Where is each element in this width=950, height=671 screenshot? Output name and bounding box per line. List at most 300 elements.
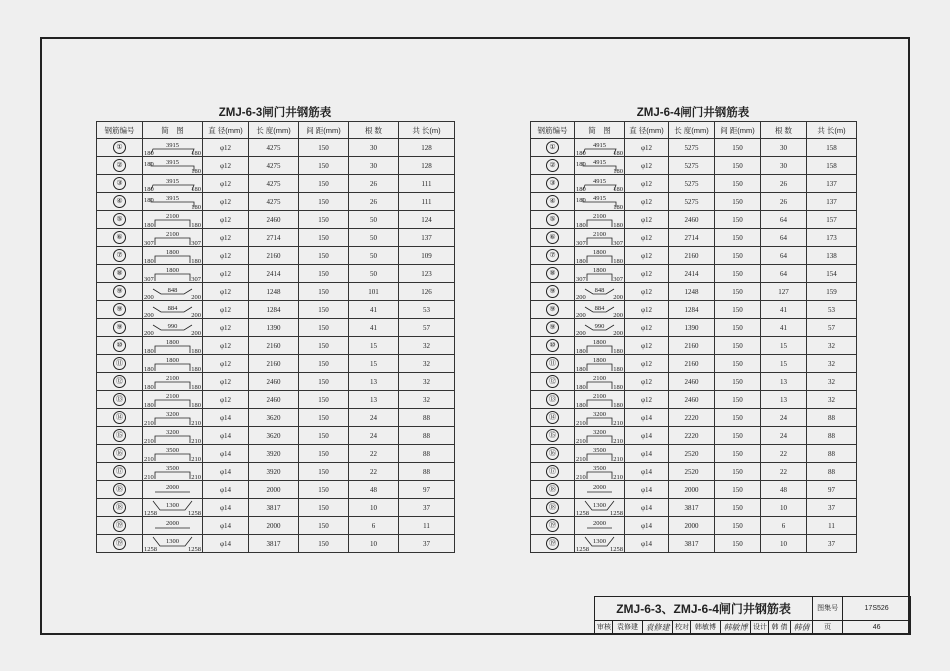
table-row (531, 499, 857, 517)
length-cell: 2160 (249, 247, 299, 265)
spacing-cell: 150 (299, 193, 349, 211)
left-length: 180 (144, 186, 154, 192)
table-row (531, 247, 857, 265)
bar-number: ⑲ (546, 537, 559, 550)
right-length: 210 (613, 420, 623, 426)
review-label: 审核 (595, 620, 613, 634)
diameter-cell: φ14 (203, 517, 249, 535)
diameter-cell: φ12 (203, 175, 249, 193)
table-row (97, 301, 455, 319)
rebar-shape (575, 157, 624, 174)
left-length: 210 (144, 420, 154, 426)
bar-line (587, 400, 612, 407)
bar-number: ③ (113, 177, 126, 190)
table-row (97, 535, 455, 553)
shape-cell (575, 319, 625, 337)
main-length: 2100 (593, 393, 606, 400)
count-cell: 22 (349, 445, 399, 463)
left-length: 210 (576, 456, 586, 462)
bar-line (155, 454, 190, 461)
column-header: 钢筋编号 (97, 122, 143, 139)
main-length: 1800 (593, 267, 606, 274)
left-length: 1258 (576, 510, 589, 516)
bar-number: ⑮ (113, 429, 126, 442)
table-row (97, 373, 455, 391)
bar-number: ⑯ (113, 447, 126, 460)
total-length-cell: 32 (807, 355, 857, 373)
spacing-cell: 150 (299, 211, 349, 229)
total-length-cell: 32 (399, 391, 455, 409)
bar-number-cell (531, 337, 575, 355)
bar-number: ⑲ (546, 519, 559, 532)
right-length: 180 (191, 258, 201, 264)
spacing-cell: 150 (299, 517, 349, 535)
rebar-shape (143, 373, 202, 390)
length-cell: 3920 (249, 463, 299, 481)
right-length: 307 (191, 240, 201, 246)
bar-number: ⑫ (113, 375, 126, 388)
table-row (97, 211, 455, 229)
right-length: 180 (191, 222, 201, 228)
total-length-cell: 32 (807, 373, 857, 391)
total-length-cell: 158 (807, 157, 857, 175)
count-cell: 13 (761, 373, 807, 391)
bar-line (155, 238, 190, 245)
diameter-cell: φ12 (625, 391, 669, 409)
bar-number-cell (531, 211, 575, 229)
total-length-cell: 158 (807, 139, 857, 157)
bar-number-cell (531, 499, 575, 517)
diameter-cell: φ14 (625, 481, 669, 499)
bar-number: ⑩ (113, 339, 126, 352)
spacing-cell: 150 (299, 463, 349, 481)
bar-number-cell (97, 229, 143, 247)
table-row (531, 463, 857, 481)
table-row (97, 409, 455, 427)
diameter-cell: φ12 (625, 319, 669, 337)
diameter-cell: φ12 (625, 355, 669, 373)
rebar-shape (575, 247, 624, 264)
count-cell: 41 (761, 319, 807, 337)
left-length: 180 (144, 384, 154, 390)
diameter-cell: φ12 (203, 319, 249, 337)
bar-line (587, 364, 612, 371)
main-length: 1800 (593, 357, 606, 364)
count-cell: 24 (349, 427, 399, 445)
bar-number: ⑨ (113, 321, 126, 334)
count-cell: 26 (349, 193, 399, 211)
drawing-title: ZMJ-6-3、ZMJ-6-4闸门井钢筋表 (595, 597, 813, 621)
right-length: 200 (191, 330, 201, 336)
spacing-cell: 150 (715, 481, 761, 499)
shape-cell (143, 139, 203, 157)
rebar-shape (143, 319, 202, 336)
bar-line (587, 436, 612, 443)
main-length: 2100 (593, 213, 606, 220)
bar-number-cell (531, 265, 575, 283)
right-length: 180 (191, 204, 201, 210)
bar-number: ⑧ (546, 267, 559, 280)
total-length-cell: 88 (399, 409, 455, 427)
bar-line (587, 256, 612, 263)
total-length-cell: 97 (399, 481, 455, 499)
count-cell: 64 (761, 211, 807, 229)
bar-number-cell (97, 265, 143, 283)
bar-number: ⑰ (546, 465, 559, 478)
right-length: 180 (613, 150, 623, 156)
shape-cell (143, 481, 203, 499)
rebar-shape (143, 391, 202, 408)
length-cell: 1284 (249, 301, 299, 319)
table-row (97, 175, 455, 193)
bar-line (151, 149, 194, 154)
bar-number: ⑨ (546, 321, 559, 334)
bar-number: ⑭ (546, 411, 559, 424)
shape-cell (143, 445, 203, 463)
left-length: 180 (576, 402, 586, 408)
left-length: 200 (144, 312, 154, 318)
bar-number-cell (531, 301, 575, 319)
rebar-shape (575, 301, 624, 318)
rebar-shape (143, 265, 202, 282)
shape-cell (143, 283, 203, 301)
total-length-cell: 88 (399, 445, 455, 463)
table-row (97, 193, 455, 211)
bar-number-cell (531, 481, 575, 499)
right-length: 210 (191, 438, 201, 444)
page-number: 46 (843, 620, 911, 634)
column-header: 间 距(mm) (715, 122, 761, 139)
shape-cell (143, 427, 203, 445)
diameter-cell: φ12 (625, 265, 669, 283)
bar-number-cell (97, 445, 143, 463)
count-cell: 48 (349, 481, 399, 499)
shape-cell (143, 247, 203, 265)
shape-cell (575, 445, 625, 463)
total-length-cell: 37 (807, 499, 857, 517)
length-cell: 3620 (249, 409, 299, 427)
count-cell: 41 (349, 301, 399, 319)
shape-cell (575, 247, 625, 265)
rebar-shape (575, 265, 624, 282)
left-length: 210 (144, 456, 154, 462)
spacing-cell: 150 (715, 229, 761, 247)
left-length: 307 (576, 276, 586, 282)
count-cell: 64 (761, 247, 807, 265)
column-header: 简 图 (575, 122, 625, 139)
rebar-shape (143, 211, 202, 228)
left-length: 307 (144, 240, 154, 246)
total-length-cell: 137 (807, 193, 857, 211)
rebar-shape (143, 517, 202, 534)
shape-cell (143, 229, 203, 247)
right-length: 307 (613, 240, 623, 246)
diameter-cell: φ12 (203, 301, 249, 319)
bar-number-cell (531, 319, 575, 337)
diameter-cell: φ14 (625, 409, 669, 427)
shape-cell (575, 265, 625, 283)
total-length-cell: 32 (807, 391, 857, 409)
checker-signature: 韩敏博 (721, 620, 751, 634)
main-length: 4915 (593, 142, 606, 149)
bar-number-cell (97, 247, 143, 265)
length-cell: 2460 (249, 373, 299, 391)
table-row (531, 139, 857, 157)
table-row (531, 283, 857, 301)
spacing-cell: 150 (715, 247, 761, 265)
shape-cell (575, 157, 625, 175)
left-length: 200 (576, 330, 586, 336)
count-cell: 13 (349, 391, 399, 409)
right-length: 1258 (610, 546, 623, 552)
main-length: 2100 (593, 375, 606, 382)
bar-number-cell (97, 481, 143, 499)
count-cell: 50 (349, 247, 399, 265)
right-length: 1258 (610, 510, 623, 516)
total-length-cell: 88 (399, 427, 455, 445)
table-row (97, 427, 455, 445)
length-cell: 3817 (669, 499, 715, 517)
page-label: 页 (813, 620, 843, 634)
count-cell: 22 (761, 445, 807, 463)
count-cell: 6 (349, 517, 399, 535)
left-length: 180 (576, 161, 586, 168)
main-length: 3200 (166, 429, 179, 436)
spacing-cell: 150 (715, 463, 761, 481)
count-cell: 30 (761, 157, 807, 175)
left-length: 200 (144, 294, 154, 300)
total-length-cell: 32 (399, 373, 455, 391)
count-cell: 24 (761, 427, 807, 445)
table-row (97, 391, 455, 409)
spacing-cell: 150 (299, 283, 349, 301)
spacing-cell: 150 (715, 157, 761, 175)
left-length: 210 (576, 438, 586, 444)
diameter-cell: φ12 (625, 175, 669, 193)
rebar-shape (575, 481, 624, 498)
length-cell: 2220 (669, 409, 715, 427)
total-length-cell: 128 (399, 157, 455, 175)
spacing-cell: 150 (299, 247, 349, 265)
left-length: 307 (576, 240, 586, 246)
diameter-cell: φ12 (203, 373, 249, 391)
right-length: 180 (613, 384, 623, 390)
length-cell: 1248 (669, 283, 715, 301)
bar-number-cell (97, 517, 143, 535)
diameter-cell: φ12 (203, 283, 249, 301)
bar-number-cell (97, 283, 143, 301)
rebar-shape (575, 193, 624, 210)
total-length-cell: 37 (807, 535, 857, 553)
bar-number: ⑦ (546, 249, 559, 262)
right-length: 180 (613, 222, 623, 228)
main-length: 4915 (593, 178, 606, 185)
length-cell: 5275 (669, 175, 715, 193)
bar-number: ⑱ (113, 483, 126, 496)
count-cell: 10 (349, 535, 399, 553)
bar-number-cell (531, 355, 575, 373)
bar-number: ① (546, 141, 559, 154)
total-length-cell: 173 (807, 229, 857, 247)
right-length: 210 (191, 456, 201, 462)
main-length: 4915 (593, 195, 606, 202)
rebar-shape (575, 427, 624, 444)
diameter-cell: φ12 (203, 229, 249, 247)
bar-number-cell (531, 535, 575, 553)
bar-line (587, 472, 612, 479)
bar-line (587, 346, 612, 353)
bar-number-cell (531, 427, 575, 445)
bar-number: ⑥ (546, 231, 559, 244)
bar-number: ⑬ (113, 393, 126, 406)
bar-number: ⑧ (113, 267, 126, 280)
table-row (531, 427, 857, 445)
table-row (97, 517, 455, 535)
diameter-cell: φ12 (203, 355, 249, 373)
bar-number-cell (531, 391, 575, 409)
right-length: 307 (191, 276, 201, 282)
length-cell: 2460 (669, 211, 715, 229)
table-row (531, 373, 857, 391)
diameter-cell: φ14 (203, 427, 249, 445)
shape-cell (575, 229, 625, 247)
spacing-cell: 150 (715, 283, 761, 301)
main-length: 2100 (166, 375, 179, 382)
left-length: 180 (576, 366, 586, 372)
bar-number-cell (97, 193, 143, 211)
bar-number-cell (97, 337, 143, 355)
right-length: 180 (613, 366, 623, 372)
table-row (97, 229, 455, 247)
total-length-cell: 126 (399, 283, 455, 301)
table-row (97, 337, 455, 355)
bar-line (155, 364, 190, 371)
shape-cell (575, 337, 625, 355)
right-length: 180 (191, 366, 201, 372)
spacing-cell: 150 (715, 139, 761, 157)
count-cell: 41 (761, 301, 807, 319)
spacing-cell: 150 (715, 391, 761, 409)
shape-cell (143, 157, 203, 175)
spacing-cell: 150 (299, 175, 349, 193)
bar-number: ② (546, 159, 559, 172)
diameter-cell: φ12 (203, 211, 249, 229)
main-length: 1800 (593, 339, 606, 346)
count-cell: 13 (349, 373, 399, 391)
total-length-cell: 157 (807, 211, 857, 229)
bar-number: ⑨ (113, 285, 126, 298)
rebar-shape (575, 319, 624, 336)
bar-number: ⑨ (546, 285, 559, 298)
diameter-cell: φ14 (203, 481, 249, 499)
bar-line (155, 436, 190, 443)
shape-cell (575, 283, 625, 301)
main-length: 3200 (166, 411, 179, 418)
length-cell: 4275 (249, 139, 299, 157)
total-length-cell: 53 (807, 301, 857, 319)
spacing-cell: 150 (299, 427, 349, 445)
bar-number: ④ (546, 195, 559, 208)
diameter-cell: φ14 (203, 409, 249, 427)
length-cell: 1390 (249, 319, 299, 337)
column-header: 简 图 (143, 122, 203, 139)
bar-number: ⑪ (113, 357, 126, 370)
right-length: 180 (191, 186, 201, 192)
main-length: 990 (167, 323, 178, 330)
spacing-cell: 150 (715, 301, 761, 319)
left-length: 1258 (144, 510, 157, 516)
table-title-zmj-6-4: ZMJ-6-4闸门井钢筋表 (636, 107, 750, 119)
count-cell: 22 (761, 463, 807, 481)
rebar-shape (143, 229, 202, 246)
count-cell: 15 (349, 355, 399, 373)
length-cell: 1284 (669, 301, 715, 319)
total-length-cell: 57 (807, 319, 857, 337)
length-cell: 2160 (669, 355, 715, 373)
count-cell: 26 (761, 175, 807, 193)
length-cell: 2000 (669, 517, 715, 535)
count-cell: 127 (761, 283, 807, 301)
count-cell: 50 (349, 229, 399, 247)
count-cell: 26 (761, 193, 807, 211)
column-header: 共 长(m) (399, 122, 455, 139)
title-block (594, 596, 911, 635)
bar-number: ⑲ (113, 519, 126, 532)
rebar-shape (575, 139, 624, 156)
count-cell: 30 (761, 139, 807, 157)
atlas-number: 17S526 (843, 597, 911, 621)
checker-name: 韩敏博 (691, 620, 721, 634)
bar-number-cell (531, 283, 575, 301)
left-length: 180 (144, 366, 154, 372)
rebar-shape (575, 445, 624, 462)
count-cell: 15 (349, 337, 399, 355)
diameter-cell: φ12 (625, 139, 669, 157)
bar-number: ⑤ (113, 213, 126, 226)
diameter-cell: φ12 (203, 139, 249, 157)
spacing-cell: 150 (715, 427, 761, 445)
table-row (531, 265, 857, 283)
right-length: 1258 (188, 546, 201, 552)
main-length: 2000 (166, 484, 179, 491)
left-length: 307 (144, 276, 154, 282)
diameter-cell: φ12 (625, 211, 669, 229)
diameter-cell: φ14 (625, 499, 669, 517)
left-length: 180 (144, 161, 154, 168)
bar-number-cell (531, 175, 575, 193)
diameter-cell: φ12 (203, 157, 249, 175)
total-length-cell: 109 (399, 247, 455, 265)
left-length: 210 (576, 474, 586, 480)
diameter-cell: φ12 (625, 193, 669, 211)
length-cell: 2000 (249, 517, 299, 535)
bar-number: ⑪ (546, 357, 559, 370)
left-length: 200 (576, 294, 586, 300)
shape-cell (143, 337, 203, 355)
spacing-cell: 150 (299, 409, 349, 427)
table-row (531, 517, 857, 535)
bar-number-cell (531, 445, 575, 463)
right-length: 210 (191, 474, 201, 480)
bar-number-cell (97, 301, 143, 319)
spacing-cell: 150 (299, 481, 349, 499)
spacing-cell: 150 (715, 373, 761, 391)
column-header: 长 度(mm) (669, 122, 715, 139)
right-length: 180 (613, 204, 623, 210)
length-cell: 3620 (249, 427, 299, 445)
bar-number: ⑩ (546, 339, 559, 352)
spacing-cell: 150 (299, 373, 349, 391)
